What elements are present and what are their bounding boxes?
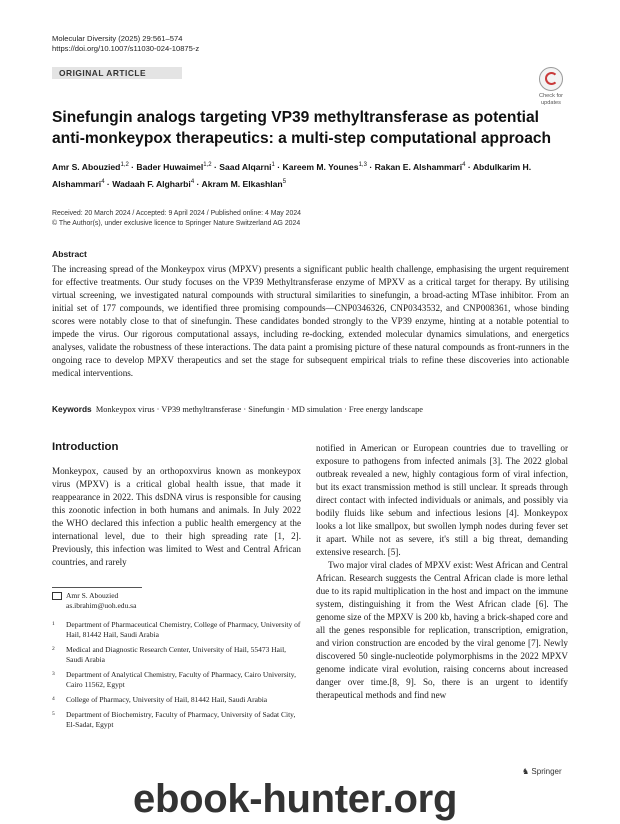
author-separator: · [194,178,202,189]
introduction-left-column [52,465,301,569]
author-name[interactable]: Kareem M. Younes [282,161,359,172]
author-separator: · [366,161,375,172]
publisher-logo [522,767,562,776]
watermark: ebook-hunter.org [133,777,458,821]
author-affiliation-sup: 4 [101,178,105,185]
author-name[interactable]: Saad Alqarni [219,161,272,172]
abstract-heading: Abstract [52,249,87,259]
intro-paragraph-2: Two major viral clades of MPXV exist: West African and Central African. Research suggests the Central African clade is more lethal due to its rapid multiplication in the host and impact on the immune system, distinguishing it from the West African clade [6]. The genome size of the MPXV is 200 kb, having a brick-shaped core and all the genes responsible for replication, transcription, emigration, and virion construction are encoded by the viral genome [7]. Newly discovered 50 single-nucleotide polymorphisms in the 2022 MPXV genome indicate viral evolution, raising concerns about increased danger over time.[8, 9]. So, there is an urgent to identify therapeutical methods and find new [316,560,568,700]
author-separator: · [104,178,113,189]
author-affiliation-sup: 1 [271,162,275,168]
springer-horse-icon: ♞ [522,767,530,776]
author-name[interactable]: Wadaah F. Algharbi [112,178,191,189]
author-affiliation-sup: 1,2 [203,162,212,168]
check-for-updates-badge[interactable] [534,67,568,106]
check-updates-label: Check for updates [539,93,563,106]
author-affiliation-sup: 1,3 [358,162,367,168]
affiliation-text: Department of Biochemistry, Faculty of Pharmacy, University of Sadat City, El-Sadat, Egypt [66,710,296,729]
affiliations-list [52,620,302,735]
affiliation-text: Department of Analytical Chemistry, Faculty of Pharmacy, Cairo University, Cairo 11562, Egypt [66,670,296,689]
author-separator: · [274,161,283,172]
keywords-label: Keywords [52,404,92,414]
affiliation-item [52,695,302,705]
author-affiliation-sup: 5 [282,178,287,185]
author-affiliation-sup: 4 [190,178,195,185]
footnote-divider [52,587,142,588]
article-title: Sinefungin analogs targeting VP39 methyltransferase as potential anti-monkeypox therapeutics: a multi-step computational approach [52,109,552,147]
correspondence [52,591,302,611]
correspondence-name: Amr S. Abouzied [66,591,119,600]
affiliation-number: 3 [52,671,55,677]
affiliation-number: 5 [52,711,55,717]
author-name[interactable]: Akram M. Elkashlan [201,178,283,189]
keywords [52,404,569,414]
envelope-icon [52,592,62,600]
affiliation-item [52,620,302,640]
author-affiliation-sup: 1,2 [120,162,129,168]
author-name[interactable]: Rakan E. Alshammari [374,161,463,172]
affiliation-number: 1 [52,621,55,627]
author-list [52,158,572,192]
keywords-text: Monkeypox virus · VP39 methyltransferase · Sinefungin · MD simulation · Free energy landscape [95,405,423,414]
dates-line: Received: 20 March 2024 / Accepted: 9 April 2024 / Published online: 4 May 2024 [52,210,301,217]
intro-paragraph-1: Monkeypox, caused by an orthopoxvirus known as monkeypox virus (MPXV) is a critical global health issue, that made it reappearance in 2022. This dsDNA virus is responsible for causing this zoonotic infection in both humans and animals. In July 2022 the WHO declared this infection a public health emergency at the international level, due to their high spreading rate [1, 2]. Previously, this infection was limited to West and Central African countries, and rarely [52,466,301,567]
author-separator: · [211,161,220,172]
author-name[interactable]: Amr S. Abouzied [52,161,121,172]
affiliation-number: 2 [52,646,55,652]
affiliation-text: College of Pharmacy, University of Hail, 81442 Hail, Saudi Arabia [66,695,268,704]
copyright-line: © The Author(s), under exclusive licence to Springer Nature Switzerland AG 2024 [52,220,301,227]
article-type-label: ORIGINAL ARTICLE [59,68,147,78]
affiliation-text: Medical and Diagnostic Research Center, University of Hail, 55473 Hail, Saudi Arabia [66,645,287,664]
journal-header [52,34,199,54]
author-separator: · [128,161,137,172]
author-name[interactable]: Bader Huwaimel [136,161,204,172]
author-affiliation-sup: 4 [462,162,466,168]
correspondence-email[interactable]: as.ibrahim@uoh.edu.sa [66,601,137,610]
publication-dates [52,209,301,229]
affiliation-text: Department of Pharmaceutical Chemistry, College of Pharmacy, University of Hail, 81442 Hail, Saudi Arabia [66,620,301,639]
author-separator: · [465,161,473,172]
affiliation-item [52,645,302,665]
intro-paragraph-continued: notified in American or European countries due to travelling or exposure to pathogens from infected animals [3]. The 2022 global outbreak revealed a new, highly contagious form of viral infection, but its exact transmission method is still unclear. It spreads through direct contact with infected individuals or animals, and possibly via bodily fluids like sebum and infectious lesions [4]. Monkeypox looks a lot like smallpox, but swollen lymph nodes during fever set it apart. While not as severe, it's still a big threat, demanding extensive research. [5]. [316,443,568,557]
doi-link[interactable]: https://doi.org/10.1007/s11030-024-10875-z [52,44,200,53]
affiliation-item [52,710,302,730]
publisher-name: Springer [531,767,562,776]
check-updates-icon [539,67,563,91]
affiliation-item [52,670,302,690]
affiliation-number: 4 [52,696,55,702]
author-name[interactable]: Abdulkarim H. Alshammari [52,161,532,189]
introduction-heading: Introduction [52,441,119,453]
abstract-text: The increasing spread of the Monkeypox virus (MPXV) presents a significant public health challenge, emphasising the urgent requirement for effective treatments. Our study focuses on the VP39 Methyltransferase enzyme of MPXV as a critical target for therapy. By utilising virtual screening, we investigated natural compounds with structural similarities to sinefungin, a broad-acting MTase inhibitor. From an initial set of 177 compounds, we identified three promising compounds—CNP0346326, CNP0343532, and CNP008361, whose binding scores were notably close to that of sinefungin. These candidates bonded strongly to the VP39 enzyme, hinting at a notable potential to impede the virus. Our rigorous computational assays, including re-docking, extended molecular dynamics simulations, and energetics analyses, validate the robustness of these interactions. The data paint a promising picture of these natural compounds as front-runners in the ongoing race to develop MPXV therapeutics and set the stage for subsequent empirical trials to refine these discoveries into actionable medical interventions. [52,264,569,378]
introduction-right-column [316,442,568,702]
journal-citation: Molecular Diversity (2025) 29:561–574 [52,34,183,43]
